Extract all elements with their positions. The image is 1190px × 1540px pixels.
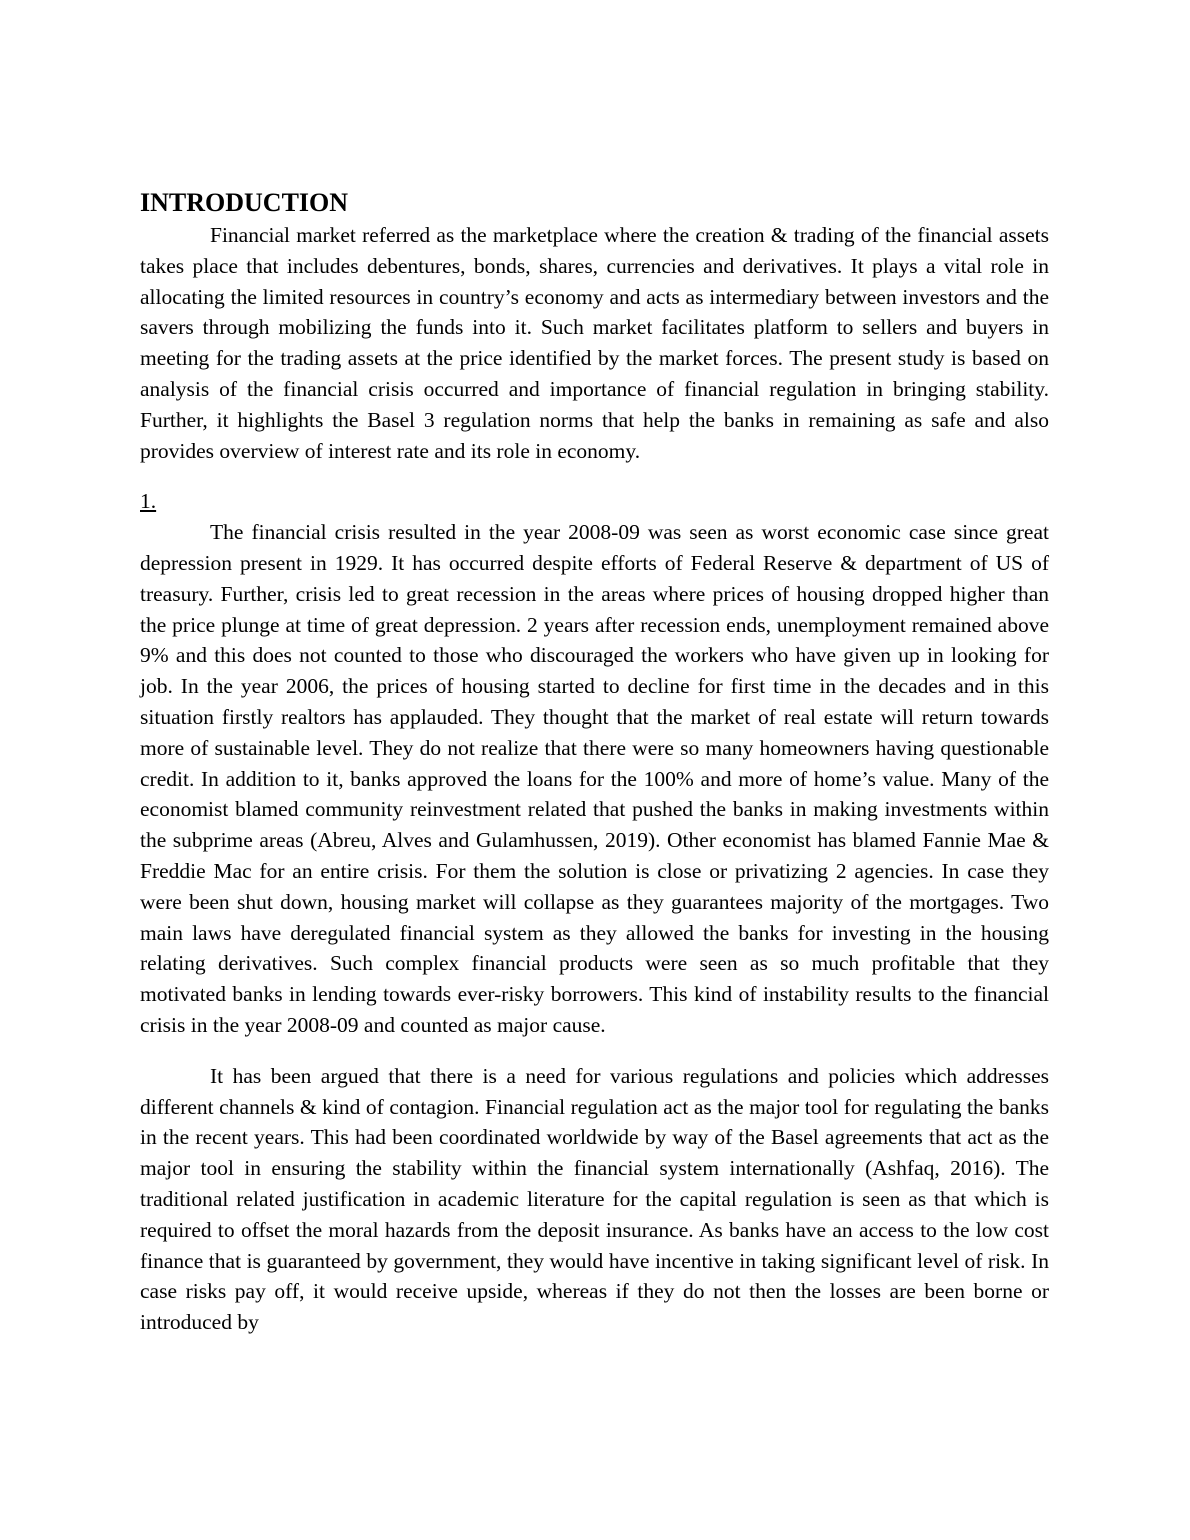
document-page <box>140 186 1049 1338</box>
intro-paragraph: Financial market referred as the marketplace where the creation & trading of the financial assets takes place that includes debentures, bonds, shares, currencies and derivatives. It plays a vital role in allocating the limited resources in country’s economy and acts as intermediary between investors and the savers through mobilizing the funds into it. Such market facilitates platform to sellers and buyers in meeting for the trading assets at the price identified by the market forces. The present study is based on analysis of the financial crisis occurred and importance of financial regulation in bringing stability. Further, it highlights the Basel 3 regulation norms that help the banks in remaining as safe and also provides overview of interest rate and its role in economy. <box>140 223 1049 463</box>
section-number: 1. <box>140 489 157 514</box>
section-paragraph-2: It has been argued that there is a need for various regulations and policies which addresses different channels & kind of contagion. Financial regulation act as the major tool for regulating the banks in the recent years. This had been coordinated worldwide by way of the Basel agreements that act as the major tool in ensuring the stability within the financial system internationally (Ashfaq, 2016). The traditional related justification in academic literature for the capital regulation is seen as that which is required to offset the moral hazards from the deposit insurance. As banks have an access to the low cost finance that is guaranteed by government, they would have incentive in taking significant level of risk. In case risks pay off, it would receive upside, whereas if they do not then the losses are been borne or introduced by <box>140 1063 1049 1335</box>
page-heading: INTRODUCTION <box>140 188 349 217</box>
section-paragraph-1: The financial crisis resulted in the year 2008-09 was seen as worst economic case since great depression present in 1929. It has occurred despite efforts of Federal Reserve & department of US of treasury. Further, crisis led to great recession in the areas where prices of housing dropped higher than the price plunge at time of great depression. 2 years after recession ends, unemployment remained above 9% and this does not counted to those who discouraged the workers who have given up in looking for job. In the year 2006, the prices of housing started to decline for first time in the decades and in this situation firstly realtors has applauded. They thought that the market of real estate will return towards more of sustainable level. They do not realize that there were so many homeowners having questionable credit. In addition to it, banks approved the loans for the 100% and more of home’s value. Many of the economist blamed community reinvestment related that pushed the banks in making investments within the subprime areas (Abreu, Alves and Gulamhussen, 2019). Other economist has blamed Fannie Mae & Freddie Mac for an entire crisis. For them the solution is close or privatizing 2 agencies. In case they were been shut down, housing market will collapse as they guarantees majority of the mortgages. Two main laws have deregulated financial system as they allowed the banks for investing in the housing relating derivatives. Such complex financial products were seen as so much profitable that they motivated banks in lending towards ever-risky borrowers. This kind of instability results to the financial crisis in the year 2008-09 and counted as major cause. <box>140 520 1049 1037</box>
